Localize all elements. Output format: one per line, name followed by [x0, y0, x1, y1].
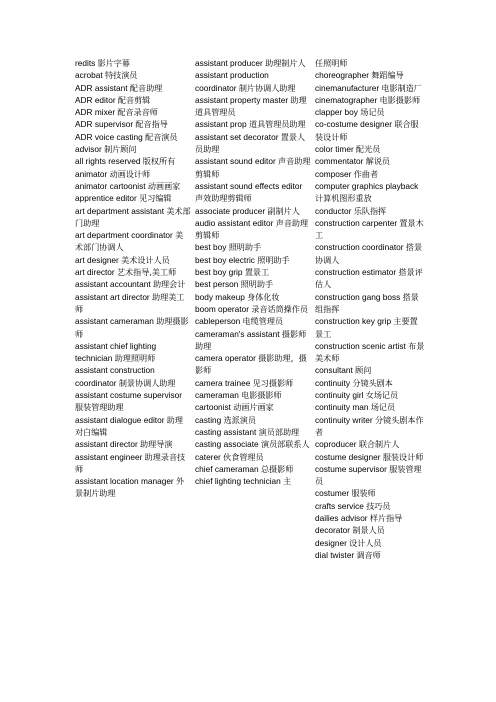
entry-term: assistant property master	[195, 94, 289, 105]
glossary-entry	[75, 278, 191, 290]
entry-term: continuity man	[315, 402, 369, 413]
glossary-entry	[75, 414, 191, 439]
entry-term: assistant location manager	[75, 476, 174, 487]
entry-translation: 声音助理剪辑师	[195, 217, 309, 241]
glossary-entry	[75, 451, 191, 476]
entry-translation: 电影摄影师	[379, 94, 421, 105]
glossary-entry	[75, 143, 191, 155]
entry-term: coproducer	[315, 439, 357, 450]
glossary-entry	[315, 463, 425, 488]
entry-translation: 声效助理剪辑师	[195, 193, 252, 204]
entry-translation: 配音演员	[145, 131, 178, 142]
glossary-entry	[75, 364, 191, 389]
entry-term: consultant	[315, 365, 353, 376]
entry-term: commentator	[315, 156, 364, 167]
entry-translation: 女场记员	[365, 390, 399, 401]
entry-term: dailies advisor	[315, 512, 368, 523]
glossary-entry	[315, 168, 425, 180]
entry-term: casting assistant	[195, 426, 257, 437]
entry-term: assistant prop	[195, 119, 247, 130]
entry-translation: 搭景组指挥	[315, 291, 419, 314]
entry-translation: 选派演员	[223, 414, 256, 425]
glossary-entry	[195, 205, 311, 217]
entry-term: assistant production coordinator	[195, 70, 269, 93]
glossary-entry	[315, 451, 425, 463]
entry-translation: 电影摄影师	[241, 390, 282, 401]
entry-term: redits	[75, 58, 96, 68]
entry-translation: 助理道具管理员	[195, 94, 307, 118]
entry-term: assistant dialogue editor	[75, 414, 165, 425]
glossary-entry	[315, 524, 425, 536]
entry-term: cameraman's assistant	[195, 328, 280, 339]
glossary-entry	[315, 340, 425, 365]
glossary-entry	[315, 389, 425, 401]
glossary-entry	[315, 537, 425, 549]
glossary-entry	[315, 205, 425, 217]
entry-translation: 配音助理	[129, 82, 163, 93]
entry-term: best boy	[195, 242, 227, 253]
entry-translation: 服装师	[351, 488, 376, 499]
entry-translation: 助理制片人	[265, 58, 306, 68]
entry-translation: 见习摄影师	[252, 377, 294, 388]
entry-translation: 总摄影师	[260, 463, 294, 474]
glossary-entry	[75, 192, 191, 204]
entry-term: camera operator	[195, 353, 256, 364]
glossary-entry	[315, 143, 425, 155]
glossary-entry	[75, 475, 191, 500]
glossary-entry	[195, 426, 311, 438]
entry-translation: 设计人员	[349, 537, 382, 548]
glossary-entry	[195, 352, 311, 377]
entry-translation: 电缆管理员	[242, 316, 284, 327]
entry-term: assistant construction coordinator	[75, 365, 155, 388]
entry-term: assistant costume supervisor	[75, 390, 182, 401]
entry-term: chief cameraman	[195, 463, 259, 474]
entry-term: composer	[315, 168, 352, 179]
glossary-entry	[315, 217, 425, 242]
entry-translation: 美术部门协调人	[75, 230, 184, 253]
glossary-entry	[315, 69, 425, 81]
entry-translation: 助理照明师	[114, 353, 156, 364]
glossary-entry	[195, 401, 311, 413]
glossary-entry	[315, 155, 425, 167]
entry-term: construction estimator	[315, 267, 397, 278]
entry-translation: 助理导演	[140, 439, 173, 450]
glossary-entry	[195, 303, 311, 315]
entry-term: cartoonist	[195, 402, 231, 413]
entry-translation: 照明助手	[228, 242, 262, 253]
glossary-entry	[315, 438, 425, 450]
entry-term: advisor	[75, 144, 102, 155]
entry-term: ADR supervisor	[75, 119, 134, 130]
entry-translation: 技巧员	[366, 500, 391, 511]
entry-translation: 见习编辑	[139, 193, 172, 204]
entry-term: art department assistant	[75, 205, 165, 216]
entry-term: art designer	[75, 254, 119, 265]
glossary-column-2	[195, 57, 311, 487]
entry-translation: 置景人员助理	[195, 131, 306, 155]
glossary-entry	[315, 291, 425, 316]
glossary-entry	[195, 217, 311, 242]
glossary-entry	[75, 205, 191, 230]
entry-translation: 特技演员	[105, 70, 138, 81]
entry-translation: 分镜头剧本	[352, 377, 393, 388]
glossary-entry	[75, 291, 191, 316]
glossary-entry	[195, 155, 311, 180]
entry-translation: 顾问	[355, 365, 372, 376]
entry-translation: 道具管理员助理	[248, 119, 306, 130]
entry-term: casting associate	[195, 439, 259, 450]
glossary-entry	[75, 266, 191, 278]
entry-term: assistant engineer	[75, 451, 143, 462]
entry-term: assistant sound editor	[195, 156, 276, 167]
entry-translation: 布景美术师	[315, 340, 425, 364]
entry-term: costume supervisor	[315, 463, 387, 474]
entry-translation: 场记员	[360, 107, 385, 118]
entry-translation: 搭景协调人	[315, 242, 423, 265]
entry-translation: 演员部联系人	[260, 439, 310, 450]
glossary-entry	[75, 168, 191, 180]
glossary-entry	[315, 500, 425, 512]
glossary-entry	[195, 131, 311, 156]
glossary-entry	[75, 438, 191, 450]
glossary-entry	[195, 57, 311, 69]
entry-term: decorator	[315, 525, 351, 536]
entry-translation: 置景木工	[315, 217, 424, 241]
entry-translation: 摄影助理，摄影师	[195, 353, 307, 376]
entry-translation: 主	[283, 476, 292, 487]
entry-term: conductor	[315, 205, 352, 216]
entry-translation: 制景协调人助理	[118, 377, 176, 388]
entry-term: art director	[75, 267, 115, 278]
entry-term: assistant set decorator	[195, 131, 279, 142]
glossary-entry	[75, 229, 191, 254]
glossary-entry	[75, 389, 191, 414]
glossary-entry	[315, 118, 425, 143]
glossary-entry	[195, 377, 311, 389]
glossary-entry	[195, 475, 311, 487]
entry-term: cableperson	[195, 316, 241, 327]
entry-translation: 样片指导	[369, 512, 403, 523]
glossary-entry	[75, 180, 191, 192]
entry-term: acrobat	[75, 70, 103, 81]
entry-translation: 解说员	[365, 156, 391, 167]
entry-translation: 美术设计人员	[121, 254, 170, 265]
entry-translation: 配音剪辑	[117, 94, 151, 105]
glossary-entry	[195, 315, 311, 327]
entry-term: assistant sound effects editor	[195, 180, 303, 191]
entry-term: costumer	[315, 488, 350, 499]
entry-term: animator cartoonist	[75, 180, 146, 191]
glossary-entry	[315, 57, 425, 69]
glossary-entry	[195, 389, 311, 401]
glossary-entry	[315, 364, 425, 376]
entry-translation: 摄影师助理	[195, 328, 307, 351]
glossary-column-3	[315, 57, 425, 561]
glossary-entry	[195, 463, 311, 475]
glossary-entry	[75, 131, 191, 143]
glossary-entry	[195, 180, 311, 205]
entry-translation: 电影制造厂	[381, 82, 422, 93]
entry-term: continuity	[315, 377, 351, 388]
glossary-entry	[315, 414, 425, 439]
entry-translation: 乐队指挥	[353, 205, 387, 216]
entry-translation: 美术部门助理	[75, 205, 191, 228]
entry-term: associate producer	[195, 205, 266, 216]
entry-term: ADR editor	[75, 94, 116, 105]
glossary-entry	[315, 241, 425, 266]
entry-term: co-costume designer	[315, 119, 393, 130]
entry-term: ADR assistant	[75, 82, 128, 93]
entry-term: computer graphics playback	[315, 180, 419, 191]
entry-translation: 联合制片人	[358, 439, 400, 450]
entry-term: cameraman	[195, 390, 239, 401]
entry-translation: 助理摄影师	[75, 316, 189, 339]
entry-term: assistant accountant	[75, 279, 151, 290]
entry-term: assistant director	[75, 439, 138, 450]
entry-term: best person	[195, 279, 239, 290]
entry-term: best boy electric	[195, 254, 255, 265]
glossary-entry	[195, 266, 311, 278]
glossary-entry	[195, 254, 311, 266]
entry-term: assistant cameraman	[75, 316, 154, 327]
entry-term: designer	[315, 537, 347, 548]
glossary-entry	[195, 241, 311, 253]
entry-translation: 配音录音师	[117, 107, 158, 118]
entry-translation: 助理录音技师	[75, 451, 186, 474]
entry-term: assistant art director	[75, 291, 150, 302]
entry-translation: 副制片人	[267, 205, 300, 216]
glossary-entry	[195, 438, 311, 450]
entry-translation: 身体化妆	[247, 291, 280, 302]
glossary-entry	[75, 106, 191, 118]
entry-term: cinemanufacturer	[315, 82, 380, 93]
entry-translation: 动画设计师	[109, 168, 151, 179]
glossary-entry	[75, 82, 191, 94]
entry-translation: 影片字幕	[97, 58, 130, 68]
entry-term: ADR voice casting	[75, 131, 143, 142]
entry-term: all rights reserved	[75, 156, 141, 167]
entry-translation: 任照明师	[315, 58, 348, 68]
entry-translation: 照明助手	[257, 254, 290, 265]
entry-term: apprentice editor	[75, 193, 137, 204]
entry-term: continuity writer	[315, 414, 373, 425]
entry-term: choreographer	[315, 70, 369, 81]
entry-term: clapper boy	[315, 107, 358, 118]
entry-term: boom operator	[195, 303, 249, 314]
entry-term: assistant chief lighting technician	[75, 340, 157, 364]
entry-term: assistant producer	[195, 58, 263, 68]
entry-translation: 调音师	[356, 549, 381, 560]
glossary-entry	[195, 328, 311, 353]
entry-translation: 配光员	[356, 144, 381, 155]
entry-translation: 主要置景工	[315, 316, 418, 339]
entry-term: ADR mixer	[75, 107, 116, 118]
entry-term: construction scenic artist	[315, 340, 406, 351]
glossary-entry	[195, 94, 311, 119]
entry-term: color timer	[315, 144, 354, 155]
glossary-entry	[75, 315, 191, 340]
entry-translation: 艺术指导,美工师	[116, 267, 177, 278]
glossary-entry	[315, 377, 425, 389]
entry-translation: 作曲者	[353, 168, 379, 179]
entry-translation: 服装管理员	[315, 463, 422, 487]
entry-term: caterer	[195, 451, 221, 462]
entry-term: camera trainee	[195, 377, 251, 388]
glossary-entry	[315, 487, 425, 499]
glossary-entry	[75, 340, 191, 365]
glossary-entry	[315, 106, 425, 118]
entry-translation: 声音助理剪辑师	[195, 156, 311, 179]
glossary-entry	[75, 94, 191, 106]
entry-translation: 场记员	[370, 402, 396, 413]
entry-translation: 服装管理助理	[75, 402, 124, 413]
entry-translation: 搭景评估人	[315, 267, 423, 290]
entry-translation: 照明助手	[240, 279, 274, 290]
entry-term: costume designer	[315, 451, 381, 462]
glossary-entry	[75, 118, 191, 130]
entry-translation: 分镜头剧本作者	[315, 414, 424, 437]
entry-translation: 演员部助理	[258, 426, 300, 437]
entry-term: crafts service	[315, 500, 364, 511]
glossary-entry	[195, 451, 311, 463]
glossary-entry	[315, 512, 425, 524]
entry-term: art department coordinator	[75, 230, 173, 241]
entry-translation: 助理会计	[152, 279, 186, 290]
entry-term: continuity girl	[315, 390, 364, 401]
entry-term: best boy grip	[195, 267, 243, 278]
entry-translation: 版权所有	[142, 156, 176, 167]
glossary-entry	[195, 291, 311, 303]
entry-term: construction carpenter	[315, 217, 398, 228]
glossary-entry	[75, 57, 191, 69]
glossary-entry	[315, 82, 425, 94]
entry-translation: 动画画家	[147, 180, 181, 191]
entry-term: construction gang boss	[315, 291, 401, 302]
glossary-entry	[195, 278, 311, 290]
entry-term: construction key grip	[315, 316, 392, 327]
glossary-entry	[315, 401, 425, 413]
entry-translation: 动画片画家	[233, 402, 274, 413]
glossary-entry	[75, 155, 191, 167]
entry-translation: 制景人员	[352, 525, 385, 536]
entry-term: chief lighting technician	[195, 476, 281, 487]
glossary-column-1	[75, 57, 191, 500]
glossary-entry	[315, 549, 425, 561]
entry-translation: 助理对白编辑	[75, 414, 183, 437]
glossary-entry	[195, 118, 311, 130]
entry-translation: 置景工	[244, 267, 270, 278]
entry-term: casting	[195, 414, 222, 425]
entry-translation: 制片顾问	[104, 144, 137, 155]
entry-translation: 配音指导	[135, 119, 168, 130]
glossary-entry	[75, 69, 191, 81]
entry-translation: 伙食管理员	[223, 451, 264, 462]
entry-translation: 舞蹈编导	[371, 70, 404, 81]
entry-term: body makeup	[195, 291, 245, 302]
entry-translation: 服装设计师	[382, 451, 424, 462]
entry-translation: 录音话筒操作员	[251, 303, 308, 314]
entry-translation: 助理美工师	[75, 291, 185, 314]
glossary-entry	[75, 254, 191, 266]
glossary-entry	[315, 180, 425, 205]
entry-term: construction coordinator	[315, 242, 404, 253]
glossary-entry	[195, 69, 311, 94]
entry-translation: 外景制片助理	[75, 476, 185, 499]
entry-term: animator	[75, 168, 108, 179]
glossary-entry	[315, 266, 425, 291]
entry-translation: 联合服装设计师	[315, 119, 419, 142]
entry-term: audio assistant editor	[195, 217, 274, 228]
entry-term: cinematographer	[315, 94, 378, 105]
entry-translation: 制片协调人助理	[238, 82, 296, 93]
glossary-entry	[195, 414, 311, 426]
entry-translation: 计算机图形重放	[315, 193, 372, 204]
glossary-entry	[315, 94, 425, 106]
entry-term: dial twister	[315, 549, 355, 560]
glossary-entry	[315, 315, 425, 340]
